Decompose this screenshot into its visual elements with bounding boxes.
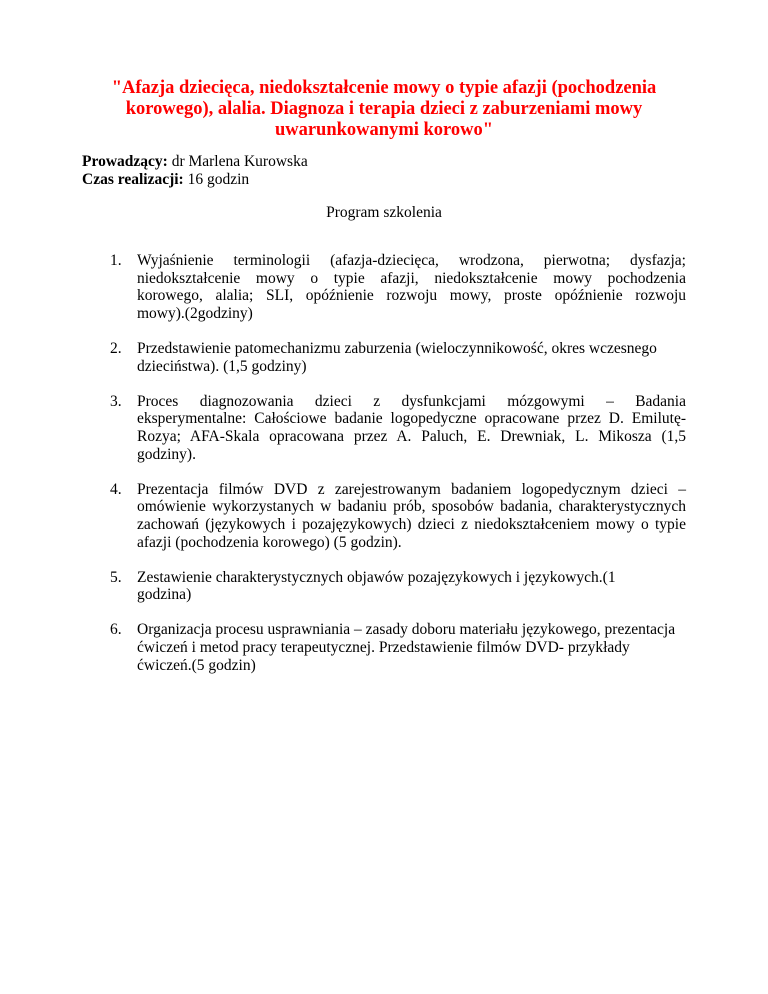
instructor-line — [82, 153, 308, 171]
list-item — [110, 621, 686, 674]
item-line: Organizacja procesu usprawniania – zasady doboru materiału językowego, prezentacja — [137, 621, 676, 639]
item-line: omówienie wykorzystanych w badaniu prób, sposobów badania, charakterystycznych — [137, 498, 686, 516]
item-line: Przedstawienie patomechanizmu zaburzenia (wieloczynnikowość, okres wczesnego — [137, 339, 657, 357]
item-line: Prezentacja filmów DVD z zarejestrowanym badaniem logopedycznym dzieci – — [137, 480, 686, 498]
course-meta — [82, 153, 308, 189]
duration-line — [82, 171, 308, 189]
item-line: Zestawienie charakterystycznych objawów pozajęzykowych i językowych.(1 — [137, 568, 616, 586]
item-line: Proces diagnozowania dzieci z dysfunkcjami mózgowymi – Badania — [137, 392, 686, 410]
item-number: 1. — [110, 252, 122, 269]
list-item — [110, 481, 686, 551]
item-number: 6. — [110, 621, 122, 639]
list-item — [110, 340, 686, 375]
duration-value: 16 godzin — [183, 171, 250, 188]
instructor-value: dr Marlena Kurowska — [167, 153, 308, 170]
item-line: dzieciństwa). (1,5 godziny) — [137, 357, 307, 375]
item-line: godzina) — [137, 586, 192, 604]
item-text — [137, 340, 686, 375]
item-line: ćwiczeń.(5 godzin) — [137, 656, 256, 674]
list-item — [110, 252, 686, 322]
instructor-label: Prowadzący: — [82, 153, 168, 170]
list-item — [110, 393, 686, 463]
program-heading: Program szkolenia — [326, 204, 442, 221]
title-line: "Afazja dziecięca, niedokształcenie mowy o typie afazji (pochodzenia — [111, 78, 657, 98]
item-line: mowy).(2godziny) — [137, 304, 253, 322]
item-text — [137, 481, 686, 551]
document-title — [80, 78, 688, 141]
item-text — [137, 569, 686, 604]
list-item — [110, 569, 686, 604]
item-line: Wyjaśnienie terminologii (afazja-dziecięca, wrodzona, pierwotna; dysfazja; — [137, 252, 686, 269]
item-line: zachowań (językowych i pozajęzykowych) dzieci z niedokształceniem mowy o typie — [137, 515, 686, 533]
item-line: afazji (pochodzenia korowego) (5 godzin). — [137, 533, 402, 551]
item-line: ćwiczeń i metod pracy terapeutycznej. Przedstawienie filmów DVD- przykłady — [137, 639, 630, 657]
item-line: niedokształcenie mowy o typie afazji, niedokształcenie mowy pochodzenia — [137, 269, 686, 287]
program-list — [110, 252, 686, 692]
item-line: godziny). — [137, 445, 196, 463]
item-line: Rozya; AFA-Skala opracowana przez A. Paluch, E. Drewniak, L. Mikosza (1,5 — [137, 427, 686, 445]
item-line: korowego, alalia; SLI, opóźnienie rozwoju mowy, proste opóźnienie rozwoju — [137, 287, 686, 305]
item-number: 2. — [110, 339, 122, 357]
title-line: korowego), alalia. Diagnoza i terapia dzieci z zaburzeniami mowy — [125, 99, 643, 119]
item-number: 3. — [110, 392, 122, 410]
item-number: 4. — [110, 480, 122, 498]
item-line: eksperymentalne: Całościowe badanie logopedyczne opracowane przez D. Emilutę- — [137, 410, 686, 428]
item-text — [137, 393, 686, 463]
item-text — [137, 252, 686, 322]
item-text — [137, 621, 686, 674]
duration-label: Czas realizacji: — [82, 171, 184, 188]
item-number: 5. — [110, 568, 122, 586]
title-line: uwarunkowanymi korowo" — [274, 120, 494, 140]
